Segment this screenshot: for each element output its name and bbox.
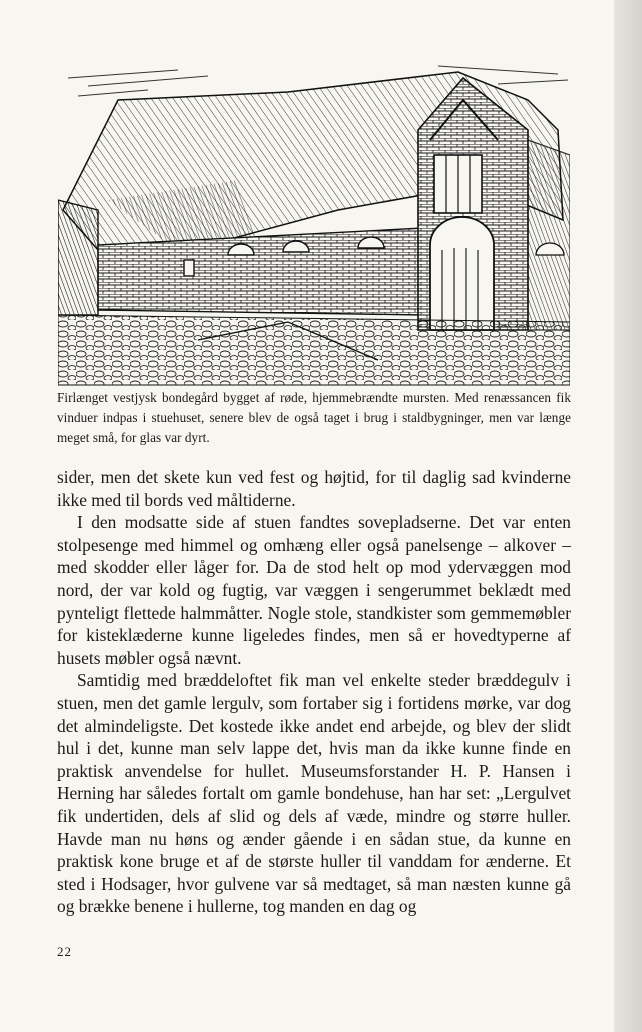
- figure-caption: Firlænget vestjysk bondegård bygget af røde, hjemmebrændte mursten. Med renæssancen fik vinduer indpas i stuehuset, senere blev de også taget i brug i staldbygninger, men var længe meget små, for glas var dyrt.: [57, 390, 571, 445]
- paragraph: I den modsatte side af stuen fandtes sovepladserne. Det var enten stolpesenge med himmel og omhæng eller også panelsenge – alkover – med skodder eller låger for. Da de stod helt op mod ydervæggen mod nord, der var kold og fugtig, var væggen i sengerummet beklædt med pynteligt flettede halmmåtter. Nogle stole, standkister som gemmemøbler for kisteklæderne kunne ligeledes findes, men så er hovedtyperne af husets møbler også nævnt.: [57, 512, 571, 668]
- paragraph: Samtidig med bræddeloftet fik man vel enkelte steder bræddegulv i stuen, men det gamle lergulv, som fortaber sig i fortidens mørke, var dog det almindeligste. Det kostede ikke andet end arbejde, og blev der slidt hul i det, kunne man selv lappe det, hvis man da ikke kunne finde en praktisk anvendelse for hullet. Museumsforstander H. P. Hansen i Herning har således fortalt om gamle bondehuse, han har set: „Lergulvet fik undertiden, dels af slid og dels af væde, mindre og større huller. Havde man nu høns og ænder gående i en sådan stue, da kunne en praktisk kone bruge et af de største huller til vanddam for ænderne. Et sted i Hodsager, hvor gulvene var så medtaget, så man næsten kunne gå og brække benene i hullerne, tog manden en dag og: [57, 670, 571, 917]
- page-gutter: [614, 0, 642, 1032]
- paragraph: sider, men det skete kun ved fest og højtid, for til daglig sad kvinderne ikke med til bords ved måltiderne.: [57, 467, 571, 510]
- page-number: 22: [57, 944, 72, 959]
- farmhouse-illustration: [58, 60, 570, 390]
- body-text: [57, 466, 571, 918]
